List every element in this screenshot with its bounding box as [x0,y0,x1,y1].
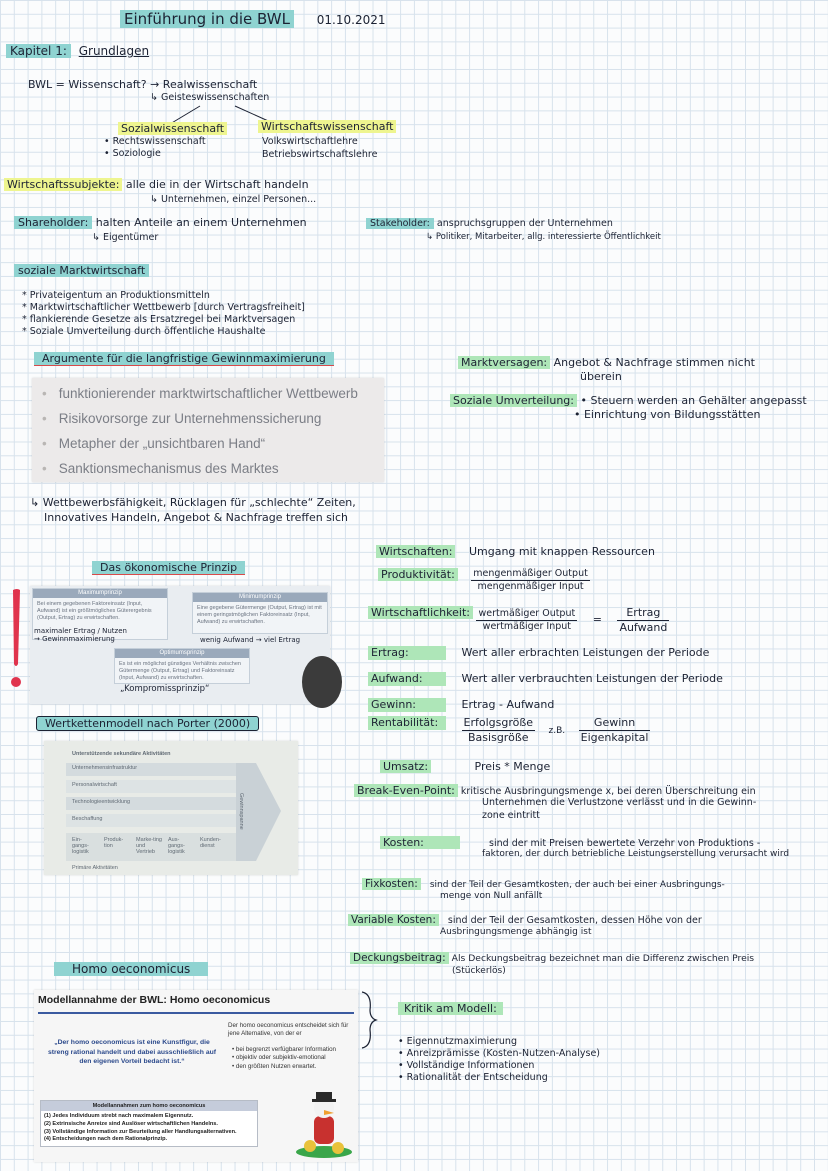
optimum-note: „Kompromissprinzip“ [120,684,210,694]
shareholder-label: Shareholder: [14,216,92,229]
homo-table-row: (3) Vollständige Information zur Beurteilung aller Handlungsalternativen. [44,1128,237,1135]
argumente-slide-item: • Metapher der „unsichtbaren Hand“ [42,436,384,451]
minimum-note: wenig Aufwand → viel Ertrag [200,636,301,644]
homo-right-item: • bei begrenzt verfügbarer Information [232,1046,336,1053]
porter-support-2: Personalwirtschaft [72,782,117,788]
def-rentabilitaet: Rentabilität: $\frac{\text{Erfolgsgröße}}{\text{Basisgröße}}$ z.B. $\frac{\text{Gewinn}}{\text{Eigenkapital}}$ [368,716,650,745]
homo-table [40,1100,258,1147]
porter-support-3: Technologieentwicklung [72,799,131,805]
speaker-silhouette [302,656,342,708]
def-deckungsbeitrag: Deckungsbeitrag: Als Deckungsbeitrag bezeichnet man die Differenz zwischen Preis [350,952,754,965]
stakeholder-line [366,218,613,229]
def-variable-kosten: Variable Kosten: sind der Teil der Gesamtkosten, dessen Höhe von der [348,914,702,927]
argumente-slide [32,378,384,482]
homo-slide-title: Modellannahme der BWL: Homo oeconomicus [38,994,271,1006]
def-kosten-2: faktoren, der durch betriebliche Leistungserstellung verursacht wird [482,849,790,859]
marktversagen-text-2: überein [580,370,622,383]
bwl-line-2: ↳ Geisteswissenschaften [150,92,270,103]
umverteilung-label: Soziale Umverteilung: [450,394,577,407]
wirtschaft-title: Wirtschaftswissenschaft [258,120,396,134]
chapter-label: Kapitel 1: [6,44,71,58]
def-deckungsbeitrag-2: (Stückerlös) [452,966,506,976]
subjekte-sub: ↳ Unternehmen, einzel Personen... [150,194,317,205]
optimum-box: Optimumsprinzip Es ist ein möglichst günstiges Verhältnis zwischen Gütermenge (Output, Ertrag) und Faktoreinsatz (Input, Aufwand) zu erwirtschaften. [114,648,250,684]
def-wirtschaften: Wirtschaften: Umgang mit knappen Ressourcen [376,545,655,559]
homo-slide [34,990,358,1162]
page-date: 01.10.2021 [316,13,386,27]
markt-item-4: * Soziale Umverteilung durch öffentliche Haushalte [22,326,266,337]
argumente-note-1: ↳ Wettbewerbsfähigkeit, Rücklagen für „schlechte“ Zeiten, [30,496,356,509]
def-gewinn: Gewinn: Ertrag - Aufwand [368,698,554,712]
marktversagen-label: Marktversagen: [458,356,550,369]
homo-quote: „Der homo oeconomicus ist eine Kunstfigur, die streng rational handelt und dabei ausschließlich auf den eigenen Vorteil bedacht ist.“ [47,1039,217,1066]
porter-support-1: Unternehmensinfrastruktur [72,765,138,771]
shareholder-sub: ↳ Eigentümer [92,232,159,243]
kritik-title: Kritik am Modell: [398,1002,503,1016]
argumente-note-2: Innovatives Handeln, Angebot & Nachfrage treffen sich [44,511,348,524]
stakeholder-sub: ↳ Politiker, Mitarbeiter, allg. interessierte Öffentlichkeit [426,232,661,242]
porter-primary-4: Aus-gangs-logistik [168,837,185,855]
chapter-heading [6,44,149,59]
markt-item-1: * Privateigentum an Produktionsmitteln [22,290,210,301]
porter-margin: Gewinnspanne [238,793,244,830]
def-umsatz: Umsatz: Preis * Menge [380,760,550,774]
def-wirtschaftlichkeit: Wirtschaftlichkeit: $\frac{\text{wertmäßiger Output}}{\text{wertmäßiger Input}}$ = $\frac{\text{Ertrag}}{\text{Aufwand}}$ [368,606,669,635]
homo-right-item: • objektiv oder subjektiv-emotional [232,1054,326,1062]
def-break-even: Break-Even-Point: kritische Ausbringungsmenge x, bei deren Überschreitung ein [354,784,756,797]
bwl-line-1: BWL = Wissenschaft? → Realwissenschaft [28,78,258,91]
def-fixkosten: Fixkosten: sind der Teil der Gesamtkosten, der auch bei einer Ausbringungs- [362,878,725,891]
stakeholder-label: Stakeholder: [366,218,434,229]
sozial-item-1: • Rechtswissenschaft [104,136,206,147]
homo-table-row: (4) Entscheidungen nach dem Rationalprinzip. [44,1136,168,1143]
porter-primary-1: Ein-gangs-logistik [72,837,89,855]
homo-brace [360,990,380,1050]
kritik-item-4: • Rationalität der Entscheidung [398,1072,548,1083]
umverteilung-line [450,394,807,408]
subjekte-text: alle die in der Wirtschaft handeln [125,178,309,191]
argumente-slide-item: • Risikovorsorge zur Unternehmenssicherung [42,411,384,426]
homo-right-list [232,1046,356,1071]
markt-item-2: * Marktwirtschaftlicher Wettbewerb [durch Vertragsfreiheit] [22,302,305,313]
def-variable-kosten-2: Ausbringungsmenge abhängig ist [440,927,592,937]
argumente-title: Argumente für die langfristige Gewinnmaximierung [34,352,334,366]
def-aufwand: Aufwand: Wert aller verbrauchten Leistungen der Periode [368,672,723,686]
page-title-text: Einführung in die BWL [120,10,294,28]
homo-right-intro: Der homo oeconomicus entscheidet sich für jene Alternative, von der er [228,1022,349,1038]
maximum-box: Maximumprinzip Bei einem gegebenen Faktoreinsatz (Input, Aufwand) ist ein größtmögliches Güterergebnis (Output, Ertrag) zu erwirtschaften. [32,588,168,640]
homo-table-title: Modellannahmen zum homo oeconomicus [41,1101,257,1111]
homo-table-row: (1) Jedes Individuum strebt nach maximalem Eigennutz. [44,1113,194,1119]
maximum-note: maximaler Ertrag / Nutzen → Gewinnmaximierung [34,627,127,643]
prinzip-slide [30,586,330,704]
kritik-item-1: • Eigennutzmaximierung [398,1036,517,1047]
def-break-even-2: Unternehmen die Verlustzone verlässt und in die Gewinn- [482,797,757,808]
def-produktivitaet: Produktivität: $\frac{\text{mengenmäßiger Output}}{\text{mengenmäßiger Input}}$ [378,568,590,593]
shareholder-line [14,216,307,230]
chapter-title: Grundlagen [78,44,150,58]
porter-primary-5: Kunden-dienst [200,837,221,849]
porter-support-4: Beschaffung [72,816,103,822]
argumente-slide-item: • Sanktionsmechanismus des Marktes [42,461,384,476]
kritik-item-3: • Vollständige Informationen [398,1060,535,1071]
marktversagen-text: Angebot & Nachfrage stimmen nicht [553,356,755,369]
def-ertrag: Ertrag: Wert aller erbrachten Leistungen der Periode [368,646,709,660]
prinzip-title: Das ökonomische Prinzip [92,561,245,575]
porter-support-title: Unterstützende sekundäre Aktivitäten [72,751,171,757]
def-kosten: Kosten: sind der mit Preisen bewertete Verzehr von Produktions - [380,836,760,849]
porter-primary-title: Primäre Aktivitäten [72,865,118,871]
argumente-slide-item: • funktionierender marktwirtschaftlicher Wettbewerb [42,386,384,401]
markt-item-3: * flankierende Gesetze als Ersatzregel bei Marktversagen [22,314,296,325]
porter-slide [44,741,298,875]
exclamation-icon [8,586,26,696]
homo-title: Homo oeconomicus [54,962,208,977]
stakeholder-text: anspruchsgruppen der Unternehmen [436,218,613,229]
subjekte-line [4,178,309,192]
page-title [120,10,386,29]
marktversagen-line [458,356,755,370]
umverteilung-item-2: • Einrichtung von Bildungsstätten [574,408,761,421]
kritik-item-2: • Anreizprämisse (Kosten-Nutzen-Analyse) [398,1048,600,1059]
porter-title: Wertkettenmodell nach Porter (2000) [36,717,259,731]
def-break-even-3: zone eintritt [482,810,540,821]
markt-title: soziale Marktwirtschaft [14,264,149,278]
sozial-title: Sozialwissenschaft [118,122,227,136]
homo-slide-rule [38,1012,354,1014]
wirtschaft-item-2: Betriebswirtschaftslehre [262,149,378,160]
umverteilung-item-1: • Steuern werden an Gehälter angepasst [580,394,807,407]
porter-primary-3: Marke-ting und Vertrieb [136,837,162,855]
subjekte-label: Wirtschaftssubjekte: [4,178,122,191]
sozial-item-2: • Soziologie [104,148,161,159]
porter-primary-2: Produk-tion [104,837,124,849]
shareholder-text: halten Anteile an einem Unternehmen [95,216,307,229]
minimum-box: Minimumprinzip Eine gegebene Gütermenge (Output, Ertrag) ist mit einem geringstmöglichen Faktoreinsatz (Input, Aufwand) zu erwirtschaften. [192,592,328,634]
homo-right-item: • den größten Nutzen erwartet. [232,1062,317,1070]
scrooge-icon [290,1086,356,1160]
wirtschaft-item-1: Volkswirtschaftlehre [262,136,358,147]
homo-table-row: (2) Extrinsische Anreize sind Auslöser wirtschaftlichen Handelns. [44,1120,218,1127]
def-fixkosten-2: menge von Null anfällt [440,891,543,901]
